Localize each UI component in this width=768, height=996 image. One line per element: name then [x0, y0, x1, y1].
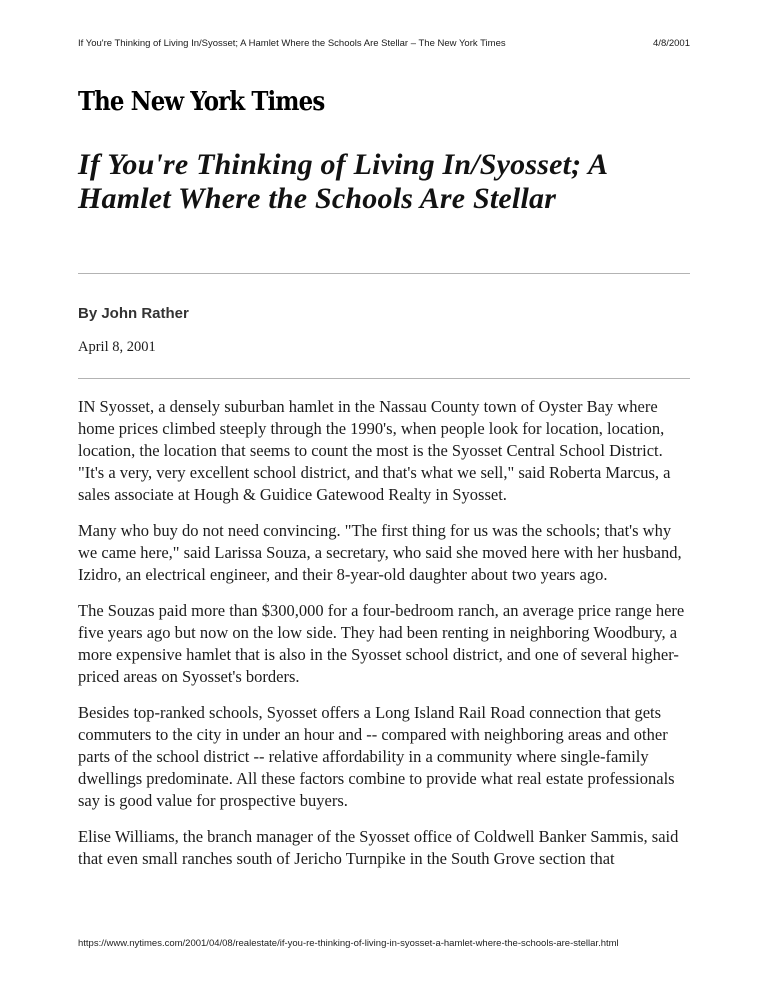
article-byline: By John Rather — [78, 305, 189, 322]
article-paragraph: Besides top-ranked schools, Syosset offers a Long Island Rail Road connection that gets commuters to the city in under an hour and -- compared with neighboring areas and other parts of the school district -- relative affordability in a community where single-family dwellings predominate. All these factors combine to provide what real estate professionals say is good value for prospective buyers. — [78, 703, 675, 810]
article-paragraph: Many who buy do not need convincing. "The first thing for us was the schools; that's why we came here," said Larissa Souza, a secretary, who said she moved here with her husband, Izidro, an electrical engineer, and their 8-year-old daughter about two years ago. — [78, 521, 682, 584]
print-header-date: 4/8/2001 — [653, 38, 690, 49]
print-footer-url: https://www.nytimes.com/2001/04/08/realestate/if-you-re-thinking-of-living-in-syosset-a-hamlet-where-the-schools-are-stellar.html — [78, 938, 619, 949]
article-body — [78, 396, 690, 870]
article-paragraph: Elise Williams, the branch manager of the Syosset office of Coldwell Banker Sammis, said that even small ranches south of Jericho Turnpike in the South Grove section that — [78, 827, 679, 868]
divider-top — [78, 273, 690, 274]
article-paragraph: IN Syosset, a densely suburban hamlet in the Nassau County town of Oyster Bay where home prices climbed steeply through the 1990's, when people look for location, location, location, the location that seems to count the most is the Syosset Central School District. "It's a very, very excellent school district, and that's what we sell," said Roberta Marcus, a sales associate at Hough & Guidice Gatewood Realty in Syosset. — [78, 397, 671, 504]
article-paragraph: The Souzas paid more than $300,000 for a four-bedroom ranch, an average price range here five years ago but now on the low side. They had been renting in neighboring Woodbury, a more expensive hamlet that is also in the Syosset school district, and one of several higher-priced areas on Syosset's borders. — [78, 601, 685, 686]
divider-bottom — [78, 378, 690, 379]
nyt-masthead-logo: The New York Times — [78, 87, 325, 117]
article-date: April 8, 2001 — [78, 339, 156, 355]
article-headline: If You're Thinking of Living In/Syosset; A Hamlet Where the Schools Are Stellar — [78, 148, 607, 215]
print-header — [78, 38, 690, 50]
print-header-title: If You're Thinking of Living In/Syosset; A Hamlet Where the Schools Are Stellar – The New York Times — [78, 38, 506, 49]
